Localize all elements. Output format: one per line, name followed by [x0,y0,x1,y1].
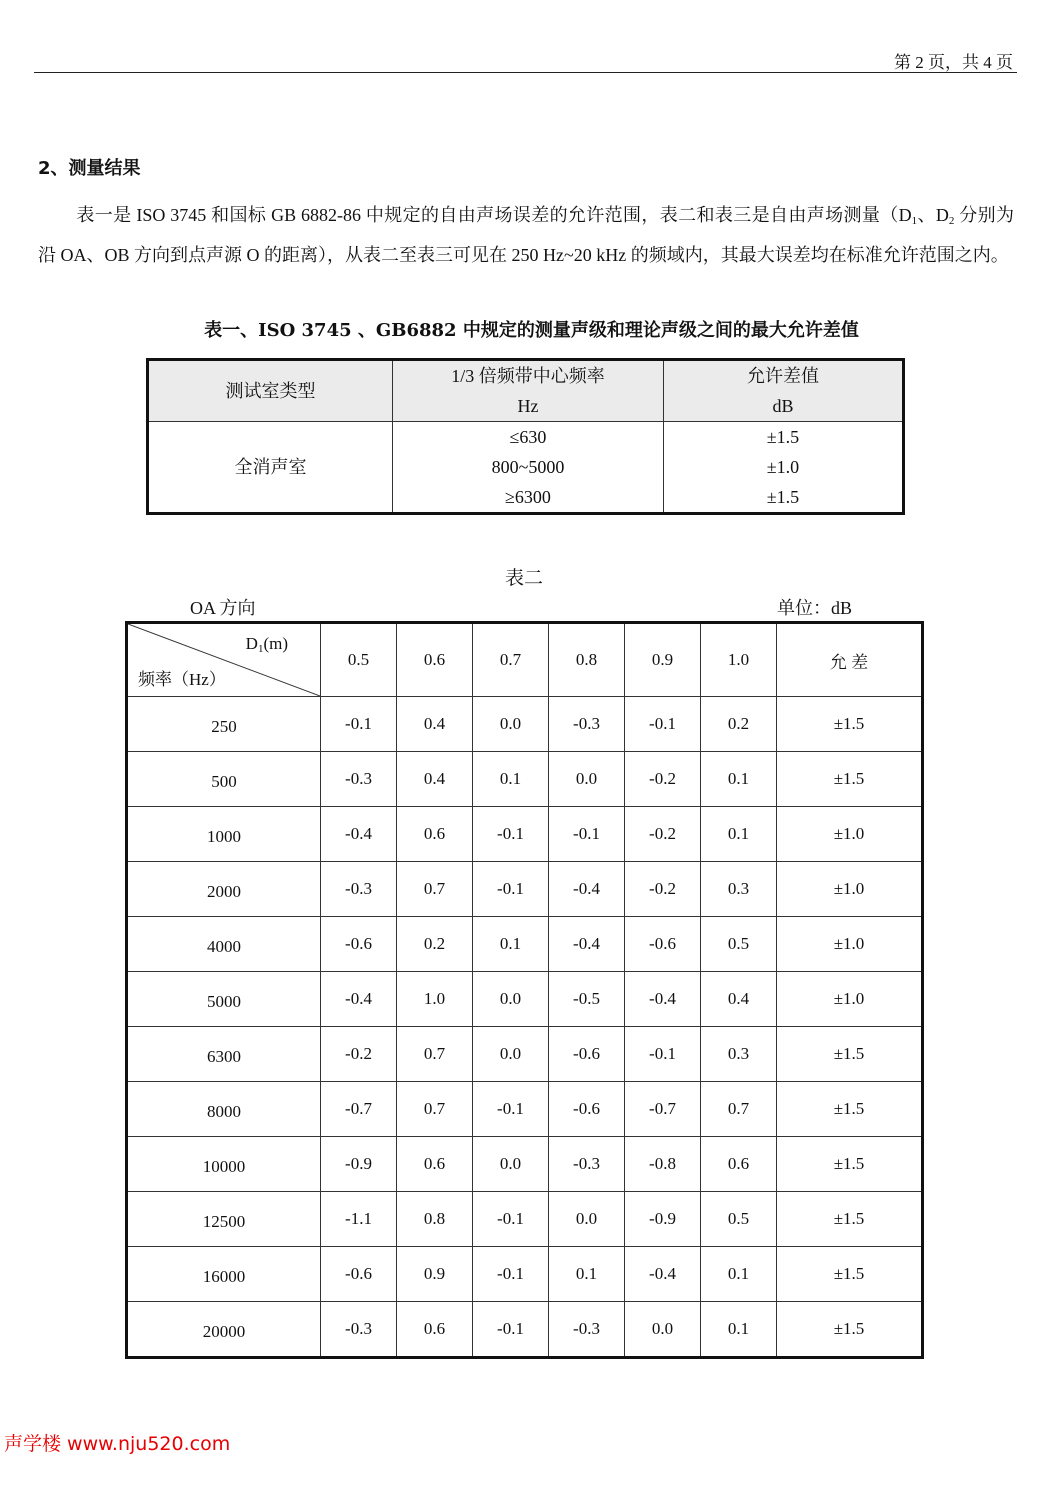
value-cell: 0.0 [473,697,549,752]
value-cell: -0.3 [549,1137,625,1192]
value-cell: 0.4 [397,697,473,752]
para-part-b: 、D [917,205,949,225]
value-cell: 0.1 [701,807,777,862]
table-row [127,1302,923,1358]
value-cell: 0.1 [473,752,549,807]
table2-distance-header: 0.8 [549,623,625,697]
page-number: 第 2 页，共 4 页 [894,53,1013,72]
value-cell: 0.0 [473,972,549,1027]
value-cell: -0.3 [549,1302,625,1358]
table1-tol-line: ±1.5 [766,487,800,507]
table2-distance-header: 0.9 [625,623,701,697]
table1-body-row [148,422,904,514]
value-cell: -0.3 [549,697,625,752]
value-cell: 0.3 [701,1027,777,1082]
tolerance-cell: ±1.5 [777,1082,923,1137]
value-cell: 1.0 [397,972,473,1027]
value-cell: -0.1 [625,1027,701,1082]
value-cell: -0.6 [321,1247,397,1302]
value-cell: -0.7 [321,1082,397,1137]
table-row [127,807,923,862]
tolerance-cell: ±1.5 [777,752,923,807]
value-cell: -0.2 [625,807,701,862]
value-cell: -0.3 [321,1302,397,1358]
value-cell: -0.2 [321,1027,397,1082]
tolerance-cell: ±1.0 [777,862,923,917]
value-cell: -0.6 [321,917,397,972]
table-row [127,1137,923,1192]
tolerance-cell: ±1.5 [777,697,923,752]
value-cell: 0.5 [701,917,777,972]
value-cell: 0.0 [473,1027,549,1082]
subscript-1: 1 [911,215,918,227]
value-cell: -0.4 [549,917,625,972]
table2-caption: 表二 [504,568,543,589]
value-cell: -0.6 [625,917,701,972]
table2-body [127,697,923,1358]
value-cell: 0.7 [397,1082,473,1137]
table1-header-freq-label: 1/3 倍频带中心频率 [451,366,605,386]
tolerance-cell: ±1.0 [777,807,923,862]
value-cell: 0.6 [397,807,473,862]
tolerance-cell: ±1.5 [777,1137,923,1192]
value-cell: -0.1 [473,1247,549,1302]
value-cell: 0.6 [701,1137,777,1192]
frequency-cell: 4000 [127,917,321,972]
value-cell: -0.8 [625,1137,701,1192]
value-cell: 0.1 [701,1247,777,1302]
value-cell: 0.7 [701,1082,777,1137]
value-cell: 0.7 [397,862,473,917]
frequency-cell: 8000 [127,1082,321,1137]
value-cell: -0.4 [321,807,397,862]
table1-header-freq [393,360,664,422]
frequency-cell: 5000 [127,972,321,1027]
value-cell: -0.1 [473,1082,549,1137]
tolerance-cell: ±1.5 [777,1302,923,1358]
value-cell: 0.2 [397,917,473,972]
table2-distance-header: 0.6 [397,623,473,697]
value-cell: -0.4 [321,972,397,1027]
value-cell: 0.5 [701,1192,777,1247]
value-cell: 0.0 [625,1302,701,1358]
header-divider [34,72,1017,73]
value-cell: -0.9 [625,1192,701,1247]
value-cell: -0.4 [549,862,625,917]
table2-direction-label: OA 方向 [190,598,256,618]
value-cell: -0.9 [321,1137,397,1192]
frequency-cell: 1000 [127,807,321,862]
table-row [127,862,923,917]
tolerance-cell: ±1.5 [777,1192,923,1247]
value-cell: 0.1 [549,1247,625,1302]
section-heading: 2、测量结果 [38,158,141,179]
table1-freq-line: 800~5000 [491,457,565,477]
frequency-cell: 20000 [127,1302,321,1358]
value-cell: 0.8 [397,1192,473,1247]
tolerance-cell: ±1.0 [777,972,923,1027]
value-cell: -0.2 [625,862,701,917]
value-cell: -0.5 [549,972,625,1027]
table2-header-row [127,623,923,697]
table1-tol-line: ±1.5 [766,427,800,447]
tolerance-cell: ±1.5 [777,1027,923,1082]
table1-tol-cell [664,422,904,514]
value-cell: 0.1 [701,752,777,807]
table2-distance-header: 0.7 [473,623,549,697]
frequency-cell: 10000 [127,1137,321,1192]
frequency-cell: 6300 [127,1027,321,1082]
table1-header-room: 测试室类型 [148,360,393,422]
table1-freq-line: ≤630 [509,427,547,447]
value-cell: -0.4 [625,972,701,1027]
value-cell: -0.1 [321,697,397,752]
value-cell: 0.1 [473,917,549,972]
value-cell: 0.9 [397,1247,473,1302]
table1-caption: 表一、ISO 3745 、GB6882 中规定的测量声级和理论声级之间的最大允许差值 [204,320,859,341]
table1-room-type: 全消声室 [148,422,393,514]
value-cell: 0.7 [397,1027,473,1082]
value-cell: 0.0 [549,752,625,807]
table-row [127,972,923,1027]
table-row [127,1192,923,1247]
value-cell: -0.1 [473,1302,549,1358]
value-cell: -0.1 [473,807,549,862]
body-paragraph [38,195,1014,275]
table2-distance-header: 1.0 [701,623,777,697]
table2-corner-cell [127,623,321,697]
para-part-c: 分别为沿 OA、OB 方向到点声源 O 的距离），从表二至表三可见在 250 Hz~20 kHz 的频域内，其最大误差均在标准允许范围之内。 [38,205,1015,265]
table1-header-tol [664,360,904,422]
frequency-cell: 16000 [127,1247,321,1302]
table-row [127,1247,923,1302]
value-cell: 0.0 [473,1137,549,1192]
frequency-cell: 250 [127,697,321,752]
watermark: 声学楼 www.nju520.com [4,1433,231,1455]
table2-distance-header: 0.5 [321,623,397,697]
table-row [127,917,923,972]
table2 [125,621,924,1359]
value-cell: 0.0 [549,1192,625,1247]
table-row [127,697,923,752]
value-cell: -0.4 [625,1247,701,1302]
value-cell: 0.6 [397,1302,473,1358]
value-cell: 0.1 [701,1302,777,1358]
para-part-a: 表一是 ISO 3745 和国标 GB 6882-86 中规定的自由声场误差的允许范围，表二和表三是自由声场测量（D [76,205,912,225]
table-row [127,1027,923,1082]
value-cell: -0.3 [321,752,397,807]
value-cell: -1.1 [321,1192,397,1247]
corner-distance-label: $D_1(m)$ [245,634,288,655]
value-cell: -0.1 [625,697,701,752]
table-row [127,752,923,807]
value-cell: -0.7 [625,1082,701,1137]
value-cell: -0.1 [473,1192,549,1247]
table-row [127,1082,923,1137]
tolerance-cell: ±1.0 [777,917,923,972]
value-cell: 0.6 [397,1137,473,1192]
value-cell: 0.2 [701,697,777,752]
tolerance-cell: ±1.5 [777,1247,923,1302]
table1 [146,358,905,515]
value-cell: -0.2 [625,752,701,807]
value-cell: -0.1 [549,807,625,862]
value-cell: 0.3 [701,862,777,917]
corner-frequency-label: 频率（Hz） [138,670,226,689]
table1-header-tol-unit: dB [772,396,794,416]
value-cell: -0.6 [549,1027,625,1082]
table2-unit-label: 单位：dB [777,598,853,618]
table1-header-freq-unit: Hz [517,396,539,416]
value-cell: -0.6 [549,1082,625,1137]
value-cell: 0.4 [397,752,473,807]
table1-header-tol-label: 允许差值 [747,366,819,386]
frequency-cell: 2000 [127,862,321,917]
table2-tolerance-header: 允 差 [777,623,923,697]
table1-freq-line: ≥6300 [505,487,551,507]
value-cell: -0.3 [321,862,397,917]
frequency-cell: 500 [127,752,321,807]
table1-tol-line: ±1.0 [766,457,800,477]
frequency-cell: 12500 [127,1192,321,1247]
value-cell: 0.4 [701,972,777,1027]
table1-header-row [148,360,904,422]
table1-freq-cell [393,422,664,514]
subscript-2: 2 [948,215,955,227]
value-cell: -0.1 [473,862,549,917]
